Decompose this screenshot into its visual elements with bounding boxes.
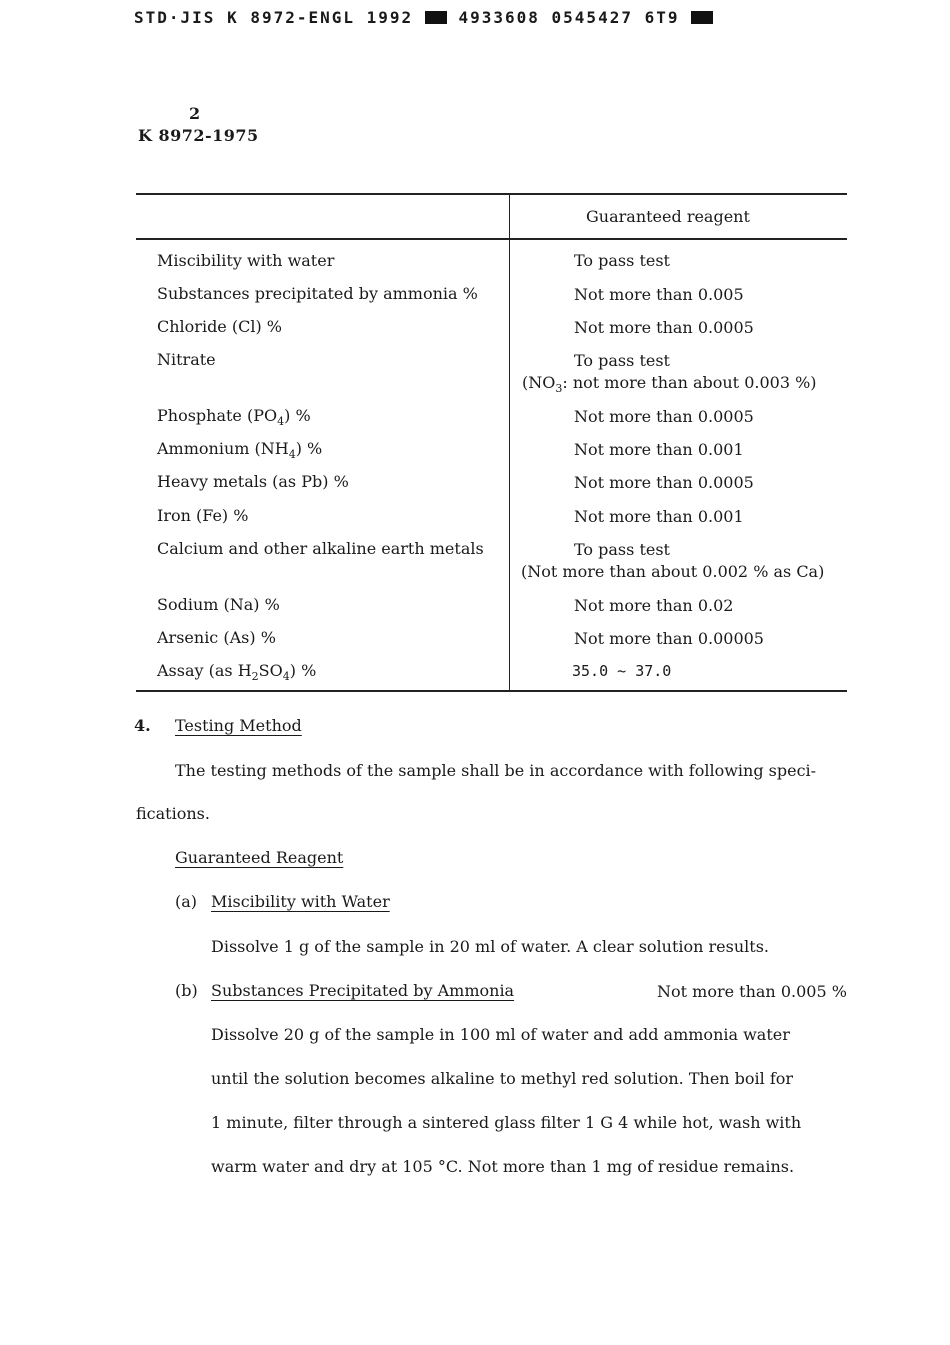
section-intro-line: fications.	[136, 804, 210, 823]
item-b-title: Substances Precipitated by Ammonia	[211, 981, 515, 1000]
table-row-item: Ammonium $(NH_4)$ %	[157, 439, 323, 461]
table-row-item: Phosphate $(PO_4)$ %	[157, 406, 311, 428]
black-block-mark	[425, 11, 447, 24]
document-code-header	[134, 8, 713, 27]
table-row-item: Miscibility with water	[157, 251, 335, 270]
black-block-mark	[691, 11, 713, 24]
table-row-value: Not more than 0.0005	[574, 407, 754, 426]
item-b-label: (b)	[175, 981, 198, 1000]
table-row-item: Nitrate	[157, 350, 216, 369]
item-a-title: Miscibility with Water	[211, 892, 390, 911]
section-intro-line: The testing methods of the sample shall be in accordance with following speci-	[175, 761, 817, 780]
table-row-value: Not more than 0.005	[574, 285, 744, 304]
standard-number: K 8972-1975	[138, 126, 259, 145]
table-row-value: Not more than 0.00005	[574, 629, 764, 648]
table-row-item: Chloride (Cl) %	[157, 317, 282, 336]
table-row-value: Not more than 0.0005	[574, 318, 754, 337]
table-row-note: ($NO_3$: not more than about 0.003 %)	[522, 373, 817, 395]
item-b-text-line: Dissolve 20 g of the sample in 100 ml of water and add ammonia water	[211, 1025, 790, 1044]
table-row-value: Not more than 0.02	[574, 596, 734, 615]
item-a-text: Dissolve 1 g of the sample in 20 ml of water. A clear solution results.	[211, 937, 770, 956]
table-row-item: Substances precipitated by ammonia %	[157, 284, 478, 303]
section-number: 4.	[134, 716, 151, 735]
table-row-value: 35.0 ~ 37.0	[572, 662, 672, 680]
table-row-item: Heavy metals (as Pb) %	[157, 472, 349, 491]
document-code-right: 4933608 0545427 6T9	[458, 8, 680, 27]
table-row-item: Assay (as $H_2SO_4$) %	[157, 661, 317, 683]
table-row-item: Iron (Fe) %	[157, 506, 249, 525]
table-row-item: Calcium and other alkaline earth metals	[157, 539, 484, 558]
table-top-rule	[136, 193, 847, 195]
table-row-value: To pass test	[574, 540, 670, 559]
table-row-value: Not more than 0.0005	[574, 473, 754, 492]
table-row-item: Sodium (Na) %	[157, 595, 280, 614]
item-b-limit: Not more than 0.005 %	[657, 982, 847, 1001]
item-b-text-line: warm water and dry at 105 °C. Not more than 1 mg of residue remains.	[211, 1157, 795, 1176]
table-header-rule	[136, 238, 847, 240]
column-header-guaranteed-reagent: Guaranteed reagent	[586, 207, 750, 226]
table-row-value: Not more than 0.001	[574, 507, 744, 526]
item-b-text-line: 1 minute, filter through a sintered glass filter 1 G 4 while hot, wash with	[211, 1113, 802, 1132]
page-number: 2	[189, 104, 201, 123]
table-row-value: Not more than 0.001	[574, 440, 744, 459]
item-b-text-line: until the solution becomes alkaline to methyl red solution. Then boil for	[211, 1069, 794, 1088]
document-code-left: STD·JIS K 8972-ENGL 1992	[134, 8, 414, 27]
table-row-note: (Not more than about 0.002 % as Ca)	[521, 562, 825, 581]
item-a-label: (a)	[175, 892, 198, 911]
subsection-title: Guaranteed Reagent	[175, 848, 344, 867]
table-bottom-rule	[136, 690, 847, 692]
table-column-divider	[509, 193, 510, 692]
table-row-value: To pass test	[574, 251, 670, 270]
section-title: Testing Method	[175, 716, 302, 735]
table-row-value: To pass test	[574, 351, 670, 370]
table-row-item: Arsenic (As) %	[157, 628, 276, 647]
